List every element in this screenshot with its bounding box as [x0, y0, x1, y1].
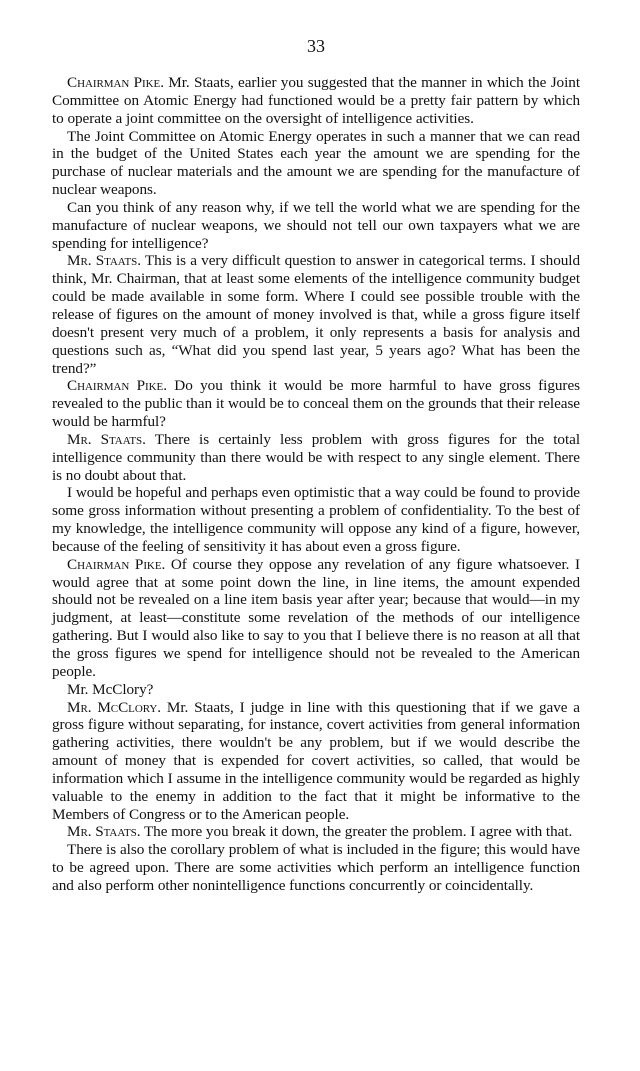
paragraph-text: Mr. Staats, I judge in line with this questioning that if we gave a gross figure without separating, for instance, covert activities from general information gathering activities, there wouldn't be any problem, but if we would describe the amount of money that is expended for covert activities, so called, that would be information which I assume in the intelligence community would be regarded as highly valuable to the enemy in addition to the fact that it might be informative to the Members of Congress or to the American people. — [52, 698, 580, 823]
paragraph-4 — [52, 252, 580, 377]
speaker-name: Mr. Staats. — [67, 823, 141, 841]
paragraph-3 — [52, 199, 580, 253]
paragraph-text: This is a very difficult question to answer in categorical terms. I should think, Mr. Chairman, that at least some elements of the intelligence community budget could be made available in some form. Where I could see possible trouble with the release of figures on the amount of money involved is that, while a gross figure itself doesn't present very much of a problem, it only represents a basis for analysis and questions such as, “What did you spend last year, 5 years ago? What has been the trend?” — [52, 252, 580, 377]
paragraph-text: Mr. McClory? — [67, 680, 154, 698]
paragraph-6 — [52, 431, 580, 485]
paragraph-7 — [52, 484, 580, 555]
paragraph-text: Do you think it would be more harmful to have gross figures revealed to the public than it would be to conceal them on the grounds that their release would be harmful? — [52, 377, 580, 431]
paragraph-2 — [52, 128, 580, 199]
speaker-name: Mr. Staats. — [67, 252, 141, 270]
paragraph-text: There is certainly less problem with gross figures for the total intelligence community than there would be with respect to any single element. There is no doubt about that. — [52, 430, 580, 484]
speaker-name: Chairman Pike. — [67, 74, 164, 91]
paragraph-10 — [52, 699, 580, 824]
paragraph-text: Of course they oppose any revelation of any figure whatsoever. I would agree that at some point down the line, in line items, the amount expended should not be revealed on a line item basis year after year; because that would—in my judgment, at least—constitute some revelation of the methods of our intelligence gathering. But I would also like to say to you that I believe there is no reason at all that the gross figures we spend for intelligence should not be revealed to the American people. — [52, 555, 580, 680]
paragraph-text: There is also the corollary problem of what is included in the figure; this would have to be agreed upon. There are some activities which perform an intelligence function and also perform other nonintelligence functions concurrently or coincidentally. — [52, 841, 580, 894]
speaker-name: Chairman Pike. — [67, 555, 166, 573]
paragraph-text: Can you think of any reason why, if we tell the world what we are spending for the manufacture of nuclear weapons, we should not tell our own taxpayers what we are spending for intelligence? — [52, 198, 580, 252]
paragraph-9 — [52, 681, 580, 699]
speaker-name: Chairman Pike. — [67, 377, 167, 395]
speaker-name: Mr. Staats. — [67, 430, 146, 448]
paragraph-text: I would be hopeful and perhaps even optimistic that a way could be found to provide some gross information without presenting a problem of confidentiality. To the best of my knowledge, the intelligence community will oppose any kind of a figure, however, because of the feeling of sensitivity it has about even a gross figure. — [52, 484, 580, 555]
paragraph-text: The Joint Committee on Atomic Energy operates in such a manner that we can read in the budget of the United States each year the amount we are spending for the purchase of nuclear materials and the amount we are spending for the manufacture of nuclear weapons. — [52, 127, 580, 199]
document-page — [52, 36, 580, 895]
paragraph-11 — [52, 823, 580, 841]
paragraph-text: Mr. Staats, earlier you suggested that the manner in which the Joint Committee on Atomic Energy had functioned would be a pretty fair pattern by which to operate a joint committee on the oversight of intelligence activities. — [52, 74, 580, 127]
paragraph-5 — [52, 377, 580, 431]
paragraph-1 — [52, 74, 580, 128]
paragraph-text: The more you break it down, the greater the problem. I agree with that. — [140, 823, 573, 841]
paragraph-12 — [52, 841, 580, 895]
paragraph-8 — [52, 556, 580, 681]
page-number: 33 — [307, 36, 325, 56]
speaker-name: Mr. McClory. — [67, 698, 162, 716]
